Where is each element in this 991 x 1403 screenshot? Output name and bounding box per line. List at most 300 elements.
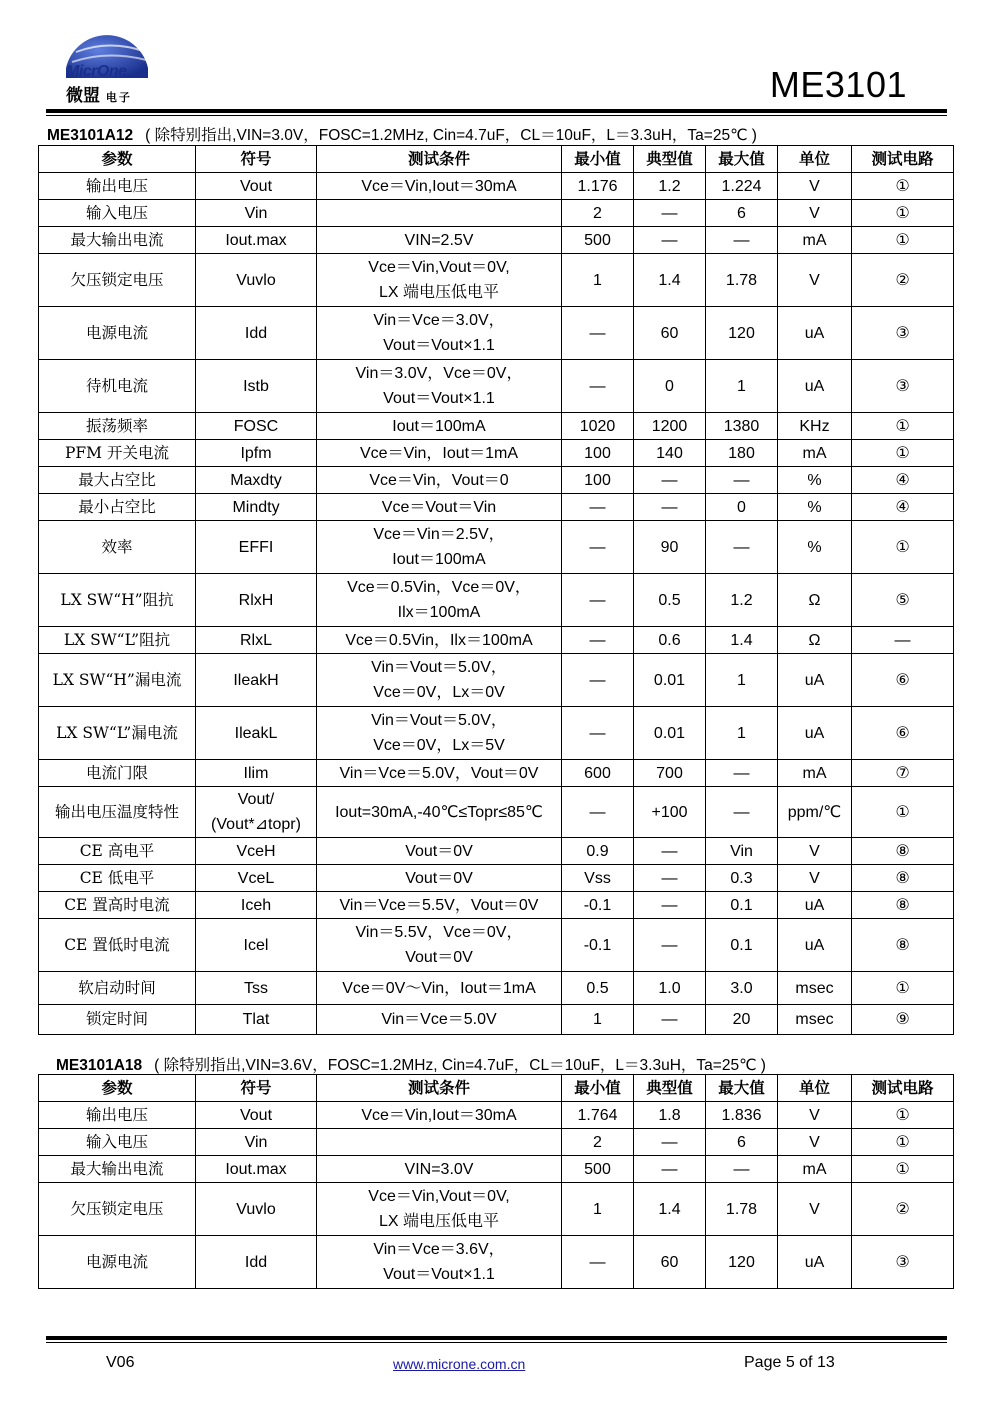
cell-max: 6 — [706, 200, 778, 227]
table-row — [39, 1129, 954, 1156]
cell-symbol: Iout.max — [196, 227, 317, 254]
cell-symbol: Maxdty — [196, 467, 317, 494]
cell-conditions — [317, 1183, 562, 1236]
cell-circuit: ⑧ — [852, 865, 954, 892]
table-row — [39, 892, 954, 919]
cell-typ: — — [634, 494, 706, 521]
footer-website[interactable] — [393, 1356, 525, 1374]
cell-max: — — [706, 1156, 778, 1183]
cell-max: 120 — [706, 307, 778, 360]
cell-conditions — [317, 787, 562, 838]
cell-max: 1.78 — [706, 254, 778, 307]
cell-min: 0.5 — [562, 972, 634, 1005]
cell-symbol: Iceh — [196, 892, 317, 919]
cell-line: Vin＝Vce＝3.6V， — [373, 1241, 505, 1258]
col-header-circuit: 测试电路 — [852, 1075, 954, 1102]
cell-param: 软启动时间 — [39, 972, 196, 1005]
cell-circuit: ① — [852, 1156, 954, 1183]
cell-param: PFM 开关电流 — [39, 440, 196, 467]
cell-unit: msec — [778, 1005, 852, 1035]
cell-max: 1.78 — [706, 1183, 778, 1236]
cell-symbol — [196, 787, 317, 838]
cell-param: 欠压锁定电压 — [39, 254, 196, 307]
cell-max: 0 — [706, 494, 778, 521]
cell-line: LX 端电压低电平 — [378, 1213, 500, 1230]
cell-circuit: ③ — [852, 360, 954, 413]
cell-typ: 60 — [634, 307, 706, 360]
cell-max: 20 — [706, 1005, 778, 1035]
cell-symbol: Vout — [196, 1102, 317, 1129]
cell-conditions — [317, 654, 562, 707]
col-header-param: 参数 — [39, 146, 196, 173]
cell-circuit: ④ — [852, 467, 954, 494]
cell-symbol: Idd — [196, 307, 317, 360]
cell-param: CE 置高时电流 — [39, 892, 196, 919]
cell-min: — — [562, 654, 634, 707]
cell-max: 0.1 — [706, 919, 778, 972]
cell-line: (Vout*⊿topr) — [211, 816, 301, 833]
cell-param: CE 高电平 — [39, 838, 196, 865]
cell-line: Ilx＝100mA — [397, 604, 481, 621]
cell-conditions — [317, 574, 562, 627]
col-header-unit: 单位 — [778, 1075, 852, 1102]
cell-line: Vce＝Vout＝Vin — [381, 498, 497, 516]
cell-unit: mA — [778, 440, 852, 467]
cell-line: Vin＝Vce＝5.5V，Vout＝0V — [339, 896, 539, 914]
footer-page-number: Page 5 of 13 — [744, 1354, 835, 1371]
cell-unit: uA — [778, 919, 852, 972]
cell-conditions — [317, 440, 562, 467]
cell-symbol: Vin — [196, 200, 317, 227]
cell-unit: uA — [778, 654, 852, 707]
cell-line: Vout＝0V — [405, 869, 473, 887]
cell-unit: Ω — [778, 574, 852, 627]
cell-typ: — — [634, 1129, 706, 1156]
cell-min: Vss — [562, 865, 634, 892]
cell-symbol: Mindty — [196, 494, 317, 521]
cell-min: — — [562, 707, 634, 760]
cell-circuit: ① — [852, 1102, 954, 1129]
cell-param: LX SW“L”阻抗 — [39, 627, 196, 654]
table-row — [39, 200, 954, 227]
cell-symbol: Tlat — [196, 1005, 317, 1035]
cell-min: -0.1 — [562, 892, 634, 919]
table-row — [39, 360, 954, 413]
table-row — [39, 413, 954, 440]
cell-conditions — [317, 760, 562, 787]
cell-unit: V — [778, 200, 852, 227]
cell-line: Vin＝Vout＝5.0V， — [371, 712, 507, 729]
cell-line: Vout/ — [237, 791, 275, 808]
cell-symbol: Idd — [196, 1236, 317, 1289]
cell-max: — — [706, 467, 778, 494]
table-row — [39, 627, 954, 654]
table-row — [39, 972, 954, 1005]
footer-rule-thin — [46, 1342, 947, 1343]
cell-conditions — [317, 627, 562, 654]
cell-typ: 700 — [634, 760, 706, 787]
cell-max: 1.2 — [706, 574, 778, 627]
table-row — [39, 838, 954, 865]
cell-param: 电源电流 — [39, 1236, 196, 1289]
cell-typ: 1.2 — [634, 173, 706, 200]
cell-circuit: ④ — [852, 494, 954, 521]
col-header-symbol: 符号 — [196, 146, 317, 173]
cell-unit: % — [778, 521, 852, 574]
header-rule-thin — [46, 115, 947, 116]
cell-min: 1.764 — [562, 1102, 634, 1129]
cell-unit: V — [778, 1129, 852, 1156]
cell-line: Vce＝0V～Vin，Iout＝1mA — [342, 979, 536, 997]
cell-symbol: RlxH — [196, 574, 317, 627]
cell-line: Vce＝0V，Lx＝5V — [373, 737, 505, 754]
cell-typ: 140 — [634, 440, 706, 467]
logo-chinese: 微盟 电子 — [66, 86, 132, 106]
cell-circuit: ③ — [852, 1236, 954, 1289]
cell-line: Vce＝0.5Vin，Ilx＝100mA — [345, 631, 533, 649]
cell-conditions — [317, 919, 562, 972]
cell-min: -0.1 — [562, 919, 634, 972]
cell-param: 振荡频率 — [39, 413, 196, 440]
cell-symbol: IleakH — [196, 654, 317, 707]
table-row — [39, 865, 954, 892]
cell-min: 1 — [562, 1005, 634, 1035]
col-header-param: 参数 — [39, 1075, 196, 1102]
cell-max: 1.224 — [706, 173, 778, 200]
col-header-unit: 单位 — [778, 146, 852, 173]
cell-max: 1 — [706, 707, 778, 760]
cell-param: 输出电压 — [39, 1102, 196, 1129]
table-row — [39, 440, 954, 467]
cell-max: — — [706, 521, 778, 574]
cell-unit: uA — [778, 892, 852, 919]
table-row — [39, 760, 954, 787]
cell-line: Vce＝Vin，Vout＝0 — [369, 471, 509, 489]
cell-unit: uA — [778, 307, 852, 360]
cell-circuit: ③ — [852, 307, 954, 360]
cell-param: 电源电流 — [39, 307, 196, 360]
cell-circuit: ② — [852, 254, 954, 307]
col-header-typ: 典型值 — [634, 146, 706, 173]
cell-min: 1.176 — [562, 173, 634, 200]
cell-line: Iout＝100mA — [392, 417, 486, 435]
cell-line: Vce＝Vin,Vout＝0V, — [368, 259, 510, 276]
cell-max: 6 — [706, 1129, 778, 1156]
cell-max: — — [706, 787, 778, 838]
cell-circuit: ① — [852, 972, 954, 1005]
cell-conditions — [317, 467, 562, 494]
table-row — [39, 1156, 954, 1183]
cell-line: Vout＝Vout×1.1 — [383, 1266, 495, 1283]
table-header-row — [39, 1075, 954, 1102]
cell-conditions — [317, 494, 562, 521]
cell-typ: 1.0 — [634, 972, 706, 1005]
cell-min: 1 — [562, 1183, 634, 1236]
spec-table-a12 — [38, 145, 954, 1035]
table-row — [39, 227, 954, 254]
cell-param: LX SW“H”阻抗 — [39, 574, 196, 627]
cell-unit: % — [778, 494, 852, 521]
table-row — [39, 173, 954, 200]
cell-circuit: ⑤ — [852, 574, 954, 627]
table-row — [39, 1102, 954, 1129]
cell-unit: ppm/℃ — [778, 787, 852, 838]
col-header-max: 最大值 — [706, 1075, 778, 1102]
cell-conditions — [317, 838, 562, 865]
footer-version: V06 — [106, 1354, 135, 1371]
cell-conditions — [317, 1102, 562, 1129]
cell-param: 输出电压 — [39, 173, 196, 200]
cell-typ: 0.6 — [634, 627, 706, 654]
logo-wordmark: MicrOne — [66, 63, 127, 80]
cell-min: 2 — [562, 200, 634, 227]
cell-typ: +100 — [634, 787, 706, 838]
cell-conditions — [317, 1129, 562, 1156]
cell-conditions — [317, 892, 562, 919]
cell-unit: V — [778, 1183, 852, 1236]
cell-line: Vin＝Vce＝3.0V， — [373, 312, 505, 329]
cell-max: 120 — [706, 1236, 778, 1289]
col-header-symbol: 符号 — [196, 1075, 317, 1102]
cell-typ: — — [634, 227, 706, 254]
cell-max: 0.1 — [706, 892, 778, 919]
table-row — [39, 254, 954, 307]
cell-symbol: FOSC — [196, 413, 317, 440]
cell-max: 1380 — [706, 413, 778, 440]
cell-conditions — [317, 307, 562, 360]
cell-conditions — [317, 521, 562, 574]
website-link[interactable]: www.microne.com.cn — [393, 1356, 526, 1372]
cell-max: 180 — [706, 440, 778, 467]
col-header-typ: 典型值 — [634, 1075, 706, 1102]
cell-unit: msec — [778, 972, 852, 1005]
col-header-min: 最小值 — [562, 146, 634, 173]
col-header-max: 最大值 — [706, 146, 778, 173]
cell-symbol: RlxL — [196, 627, 317, 654]
cell-symbol: Vin — [196, 1129, 317, 1156]
cell-conditions — [317, 865, 562, 892]
cell-min: 100 — [562, 440, 634, 467]
cell-param: 效率 — [39, 521, 196, 574]
cell-param: 最大输出电流 — [39, 227, 196, 254]
cell-typ: 0 — [634, 360, 706, 413]
cell-symbol: VceH — [196, 838, 317, 865]
table-row — [39, 494, 954, 521]
cell-param: 锁定时间 — [39, 1005, 196, 1035]
cell-max: — — [706, 760, 778, 787]
cell-typ: — — [634, 1156, 706, 1183]
cell-min: — — [562, 360, 634, 413]
cell-symbol: Ilim — [196, 760, 317, 787]
spec-table-a18 — [38, 1074, 954, 1289]
cell-line: Vin＝3.0V，Vce＝0V， — [355, 365, 523, 382]
cell-line: Iout=30mA,-40℃≤Topr≤85℃ — [335, 803, 543, 821]
cell-symbol: VceL — [196, 865, 317, 892]
cell-line: Vce＝0V，Lx＝0V — [373, 684, 505, 701]
cell-line: Vce＝Vin＝2.5V， — [373, 526, 505, 543]
cell-typ: 60 — [634, 1236, 706, 1289]
cell-unit: % — [778, 467, 852, 494]
cell-unit: V — [778, 254, 852, 307]
cell-max: 0.3 — [706, 865, 778, 892]
cell-min: 600 — [562, 760, 634, 787]
cell-unit: V — [778, 865, 852, 892]
cell-min: — — [562, 787, 634, 838]
cell-circuit: ⑧ — [852, 919, 954, 972]
cell-typ: 0.01 — [634, 654, 706, 707]
cell-unit: uA — [778, 360, 852, 413]
cell-symbol: Istb — [196, 360, 317, 413]
cell-circuit: ① — [852, 173, 954, 200]
cell-conditions — [317, 227, 562, 254]
cell-circuit: — — [852, 627, 954, 654]
cell-typ: — — [634, 892, 706, 919]
document-title: ME3101 — [769, 64, 907, 105]
cell-max: 1 — [706, 360, 778, 413]
cell-max: 3.0 — [706, 972, 778, 1005]
cell-min: 1020 — [562, 413, 634, 440]
cell-min: — — [562, 627, 634, 654]
cell-circuit: ⑨ — [852, 1005, 954, 1035]
cell-conditions — [317, 972, 562, 1005]
cell-symbol: Vuvlo — [196, 254, 317, 307]
cell-param: CE 置低时电流 — [39, 919, 196, 972]
cell-line: Vin＝Vout＝5.0V， — [371, 659, 507, 676]
footer-rule — [46, 1336, 947, 1340]
table-row — [39, 707, 954, 760]
cell-min: 500 — [562, 1156, 634, 1183]
cell-line: Vin＝Vce＝5.0V — [381, 1011, 497, 1028]
cell-line: VIN=2.5V — [404, 231, 474, 249]
table-row — [39, 574, 954, 627]
table-row — [39, 1005, 954, 1035]
cell-unit: mA — [778, 227, 852, 254]
table-header-row — [39, 146, 954, 173]
cell-unit: V — [778, 838, 852, 865]
cell-unit: uA — [778, 707, 852, 760]
cell-typ: 1.4 — [634, 254, 706, 307]
cell-circuit: ① — [852, 413, 954, 440]
cell-circuit: ① — [852, 227, 954, 254]
cell-max: Vin — [706, 838, 778, 865]
cell-min: 0.9 — [562, 838, 634, 865]
cell-param: 输出电压温度特性 — [39, 787, 196, 838]
cell-symbol: Icel — [196, 919, 317, 972]
cell-circuit: ① — [852, 1129, 954, 1156]
cell-min: — — [562, 574, 634, 627]
cell-param: 电流门限 — [39, 760, 196, 787]
table-row — [39, 919, 954, 972]
cell-typ: 0.01 — [634, 707, 706, 760]
cell-param: 待机电流 — [39, 360, 196, 413]
cell-typ: 0.5 — [634, 574, 706, 627]
section-heading-a12: ME3101A12 ( 除特别指出,VIN=3.0V，FOSC=1.2MHz, Cin=4.7uF，CL＝10uF，L＝3.3uH，Ta=25℃ ) — [47, 127, 757, 144]
cell-line: Vce＝Vin,Iout＝30mA — [361, 1106, 517, 1124]
cell-line: LX 端电压低电平 — [378, 284, 500, 301]
cell-param: 最大输出电流 — [39, 1156, 196, 1183]
cell-unit: V — [778, 1102, 852, 1129]
cell-typ: 1.4 — [634, 1183, 706, 1236]
cell-conditions — [317, 1156, 562, 1183]
cell-typ: 90 — [634, 521, 706, 574]
col-header-conditions: 测试条件 — [317, 146, 562, 173]
cell-typ: — — [634, 919, 706, 972]
cell-param: 输入电压 — [39, 200, 196, 227]
cell-min: — — [562, 521, 634, 574]
cell-symbol: IleakL — [196, 707, 317, 760]
cell-param: 最小占空比 — [39, 494, 196, 521]
cell-circuit: ① — [852, 200, 954, 227]
cell-symbol: EFFI — [196, 521, 317, 574]
cell-line: Vout＝0V — [405, 949, 473, 966]
table-row — [39, 654, 954, 707]
cell-symbol: Ipfm — [196, 440, 317, 467]
cell-circuit: ⑦ — [852, 760, 954, 787]
cell-line: Vout＝Vout×1.1 — [383, 337, 495, 354]
cell-typ: — — [634, 1005, 706, 1035]
cell-circuit: ① — [852, 521, 954, 574]
cell-max: — — [706, 227, 778, 254]
table-row — [39, 1183, 954, 1236]
cell-min: 2 — [562, 1129, 634, 1156]
cell-circuit: ⑥ — [852, 707, 954, 760]
cell-conditions — [317, 707, 562, 760]
cell-min: — — [562, 494, 634, 521]
cell-unit: Ω — [778, 627, 852, 654]
cell-unit: mA — [778, 760, 852, 787]
cell-min: — — [562, 307, 634, 360]
cell-param: 输入电压 — [39, 1129, 196, 1156]
cell-typ: 1200 — [634, 413, 706, 440]
cell-line: Vce＝Vin,Iout＝30mA — [361, 177, 517, 195]
cell-unit: V — [778, 173, 852, 200]
cell-min: 100 — [562, 467, 634, 494]
cell-typ: — — [634, 200, 706, 227]
cell-min: — — [562, 1236, 634, 1289]
table-row — [39, 521, 954, 574]
cell-param: 最大占空比 — [39, 467, 196, 494]
cell-typ: — — [634, 865, 706, 892]
cell-max: 1.836 — [706, 1102, 778, 1129]
table-row — [39, 1236, 954, 1289]
header-rule — [46, 109, 947, 113]
table-row — [39, 307, 954, 360]
cell-line: Iout＝100mA — [392, 551, 486, 568]
cell-line: Vin＝5.5V，Vce＝0V， — [355, 924, 523, 941]
cell-conditions — [317, 173, 562, 200]
cell-min: 1 — [562, 254, 634, 307]
cell-line: Vce＝Vin,Vout＝0V, — [368, 1188, 510, 1205]
cell-conditions — [317, 1005, 562, 1035]
cell-line: Vce＝Vin，Iout＝1mA — [360, 444, 518, 462]
col-header-circuit: 测试电路 — [852, 146, 954, 173]
col-header-min: 最小值 — [562, 1075, 634, 1102]
table-row — [39, 467, 954, 494]
cell-typ: — — [634, 838, 706, 865]
cell-unit: uA — [778, 1236, 852, 1289]
cell-circuit: ⑧ — [852, 892, 954, 919]
cell-max: 1.4 — [706, 627, 778, 654]
cell-param: LX SW“L”漏电流 — [39, 707, 196, 760]
cell-conditions — [317, 200, 562, 227]
cell-symbol: Vuvlo — [196, 1183, 317, 1236]
cell-line: VIN=3.0V — [404, 1160, 474, 1178]
table-row — [39, 787, 954, 838]
col-header-conditions: 测试条件 — [317, 1075, 562, 1102]
cell-line: Vout＝0V — [405, 842, 473, 860]
cell-line: Vout＝Vout×1.1 — [383, 390, 495, 407]
cell-circuit: ① — [852, 440, 954, 467]
